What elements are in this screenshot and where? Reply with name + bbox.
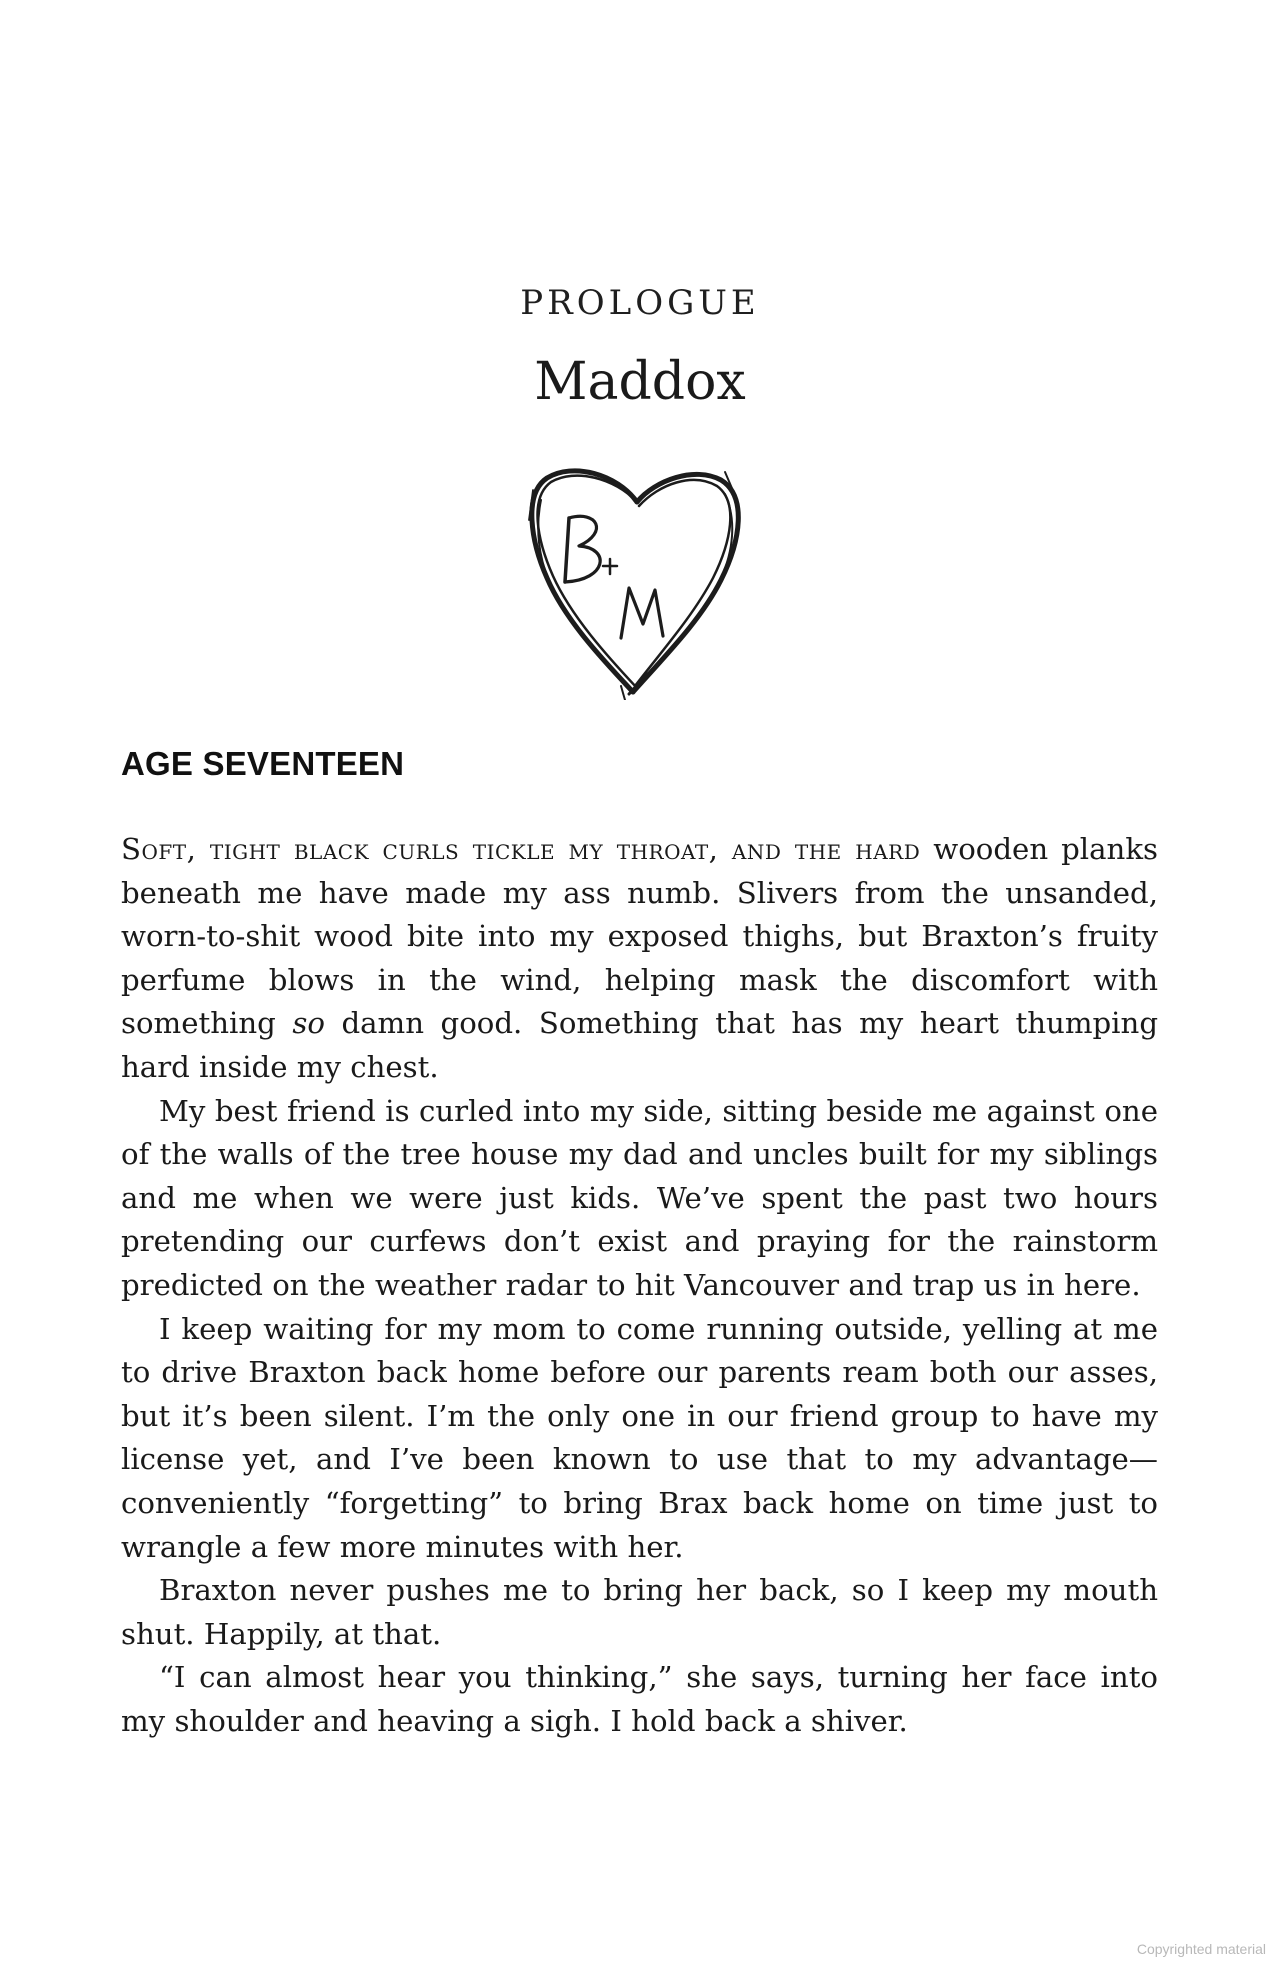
chapter-title: Maddox <box>534 352 746 412</box>
paragraph-1-text-b: damn good. Something that has my heart thumping hard inside my chest. <box>121 1006 1159 1084</box>
paragraph-5: “I can almost hear you thinking,” she says, turning her face into my shoulder and heaving a sigh. I hold back a shiver. <box>121 1660 1158 1738</box>
paragraph-2: My best friend is curled into my side, sitting beside me against one of the walls of the tree house my dad and uncles built for my siblings and me when we were just kids. We’ve spent the past two hours pretending our curfews don’t exist and praying for the rainstorm predicted on the weather radar to hit Vancouver and trap us in here. <box>121 1093 1158 1302</box>
paragraph-4: Braxton never pushes me to bring her back, so I keep my mouth shut. Happily, at that. <box>121 1573 1158 1651</box>
copyright-watermark: Copyrighted material <box>1136 1941 1266 1957</box>
paragraph-1 <box>121 828 1158 1090</box>
paragraph-1-text-a: wooden planks beneath me have made my ass numb. Slivers from the unsanded, worn-to-shit wood bite into my exposed thighs, but Braxton’s fruity perfume blows in the wind, helping mask the discomfort with something <box>121 832 1158 1041</box>
lead-in-small-caps: Soft, tight black curls tickle my throat, and the hard <box>121 832 921 866</box>
paragraph-3: I keep waiting for my mom to come running outside, yelling at me to drive Braxton back home before our parents ream both our asses, but it’s been silent. I’m the only one in our friend group to have my license yet, and I’ve been known to use that to my advantage—conveniently “forgetting” to bring Brax back home on time just to wrangle a few more minutes with her. <box>121 1311 1158 1564</box>
carved-heart-icon <box>525 460 750 700</box>
body-text <box>121 828 1158 1743</box>
emphasis-text: so <box>292 1006 325 1041</box>
chapter-label: PROLOGUE <box>520 283 760 323</box>
section-heading: AGE SEVENTEEN <box>121 745 405 782</box>
